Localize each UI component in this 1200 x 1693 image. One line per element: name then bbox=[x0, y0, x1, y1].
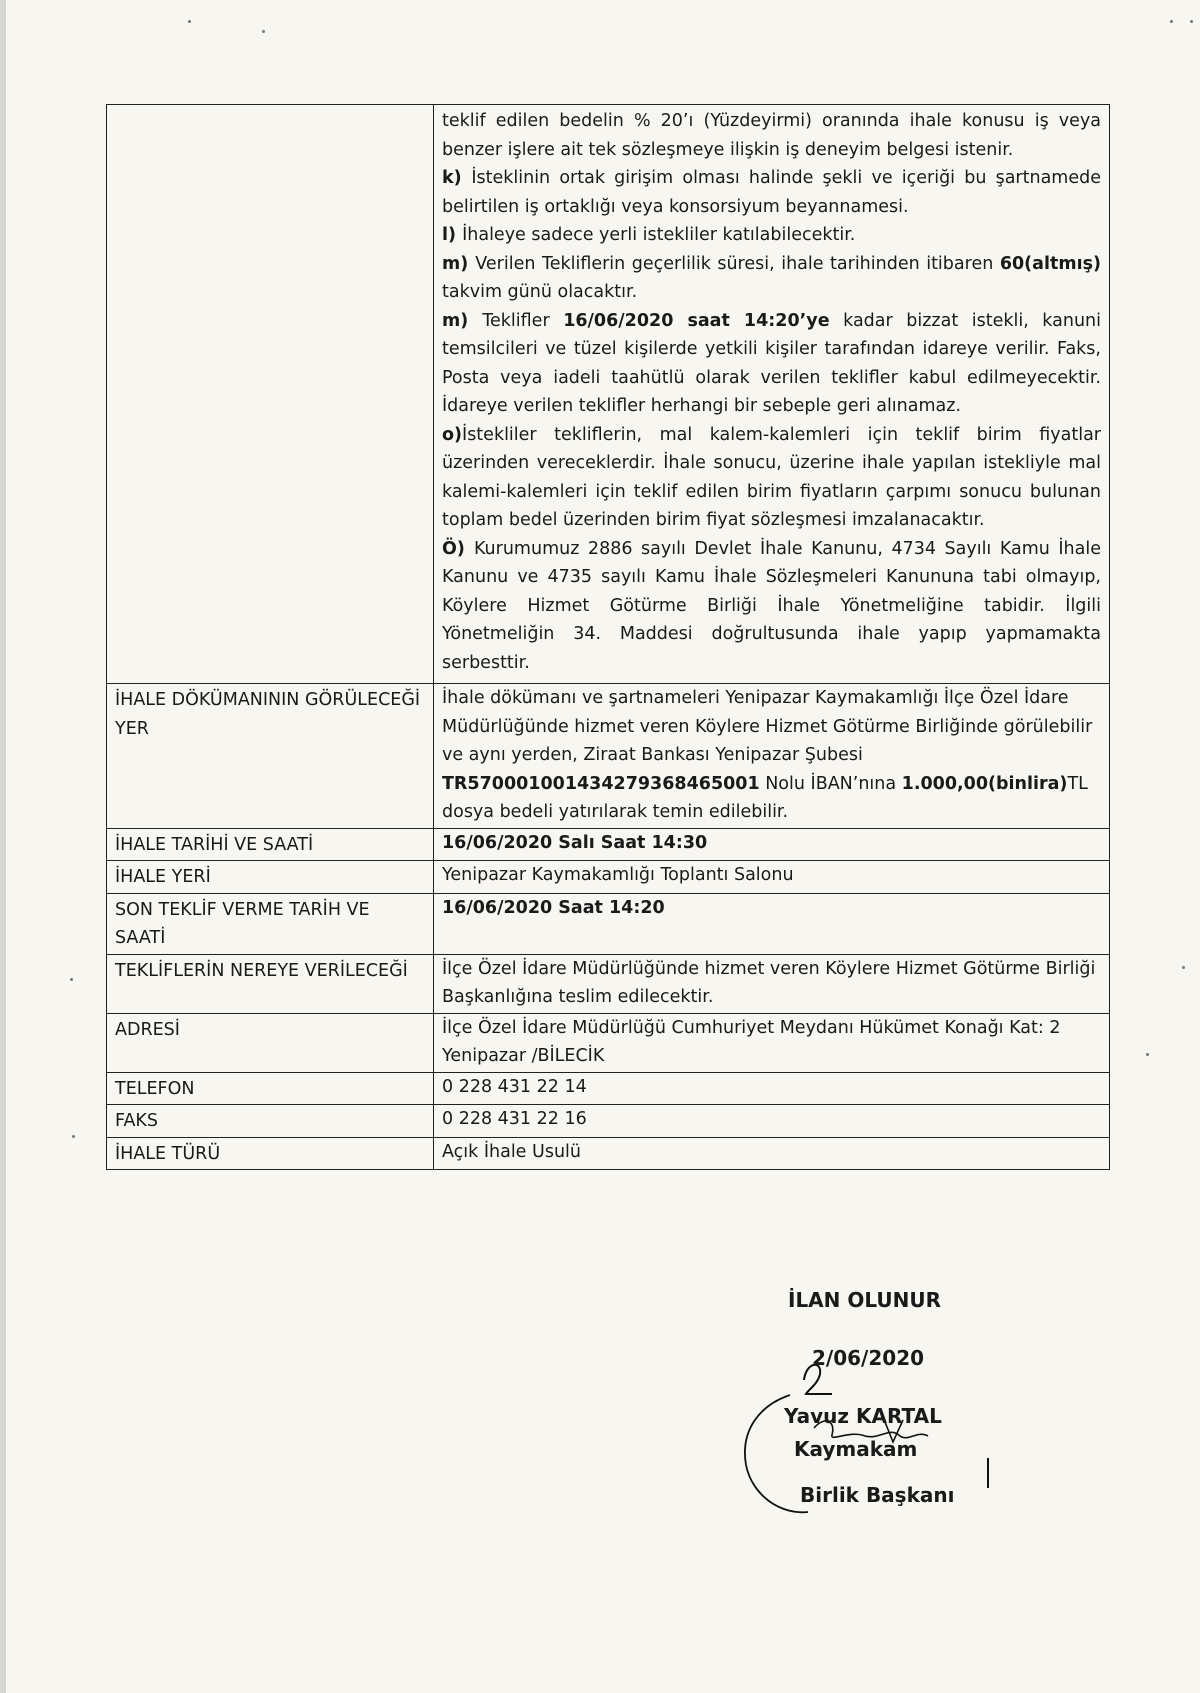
field-value bbox=[434, 954, 1110, 1013]
scan-speck bbox=[1190, 20, 1193, 23]
text-run: Nolu İBAN’nına bbox=[759, 773, 902, 794]
text-run: İlçe Özel İdare Müdürlüğü Cumhuriyet Meydanı Hükümet Konağı Kat: 2 Yenipazar /BİLECİK bbox=[442, 1017, 1061, 1066]
signatory-title: Kaymakam bbox=[794, 1437, 918, 1461]
tender-notice-table bbox=[106, 104, 1110, 1170]
bold-text-run: l) bbox=[442, 225, 463, 245]
conditions-cell bbox=[434, 105, 1110, 684]
bold-text-run: m) bbox=[442, 253, 476, 274]
scan-speck bbox=[1182, 966, 1185, 969]
condition-paragraph bbox=[442, 250, 1101, 307]
announcement-text: İLAN OLUNUR bbox=[788, 1288, 942, 1312]
condition-paragraph bbox=[442, 221, 1101, 250]
bold-text-run: 60(altmış) bbox=[999, 253, 1101, 274]
notice-row bbox=[107, 1137, 1110, 1170]
notice-row bbox=[107, 828, 1110, 861]
text-run: İhale dökümanı ve şartnameleri Yenipazar Kaymakamlığı İlçe Özel İdare Müdürlüğünde hizmet veren Köylere Hizmet Götürme Birliğinde görülebilir ve aynı yerden, Ziraat Bankası Yenipazar Şubesi bbox=[442, 688, 1093, 765]
bold-text-run: 16/06/2020 Saat 14:20 bbox=[442, 897, 665, 918]
bold-text-run: k) bbox=[442, 168, 472, 188]
text-run: TL dosya bedeli yatırılarak temin edilebilir. bbox=[442, 773, 1088, 822]
field-value bbox=[434, 1137, 1110, 1170]
text-run: 0 228 431 22 16 bbox=[442, 1109, 587, 1129]
text-run: takvim günü olacaktır. bbox=[442, 282, 638, 302]
field-value bbox=[434, 1072, 1110, 1105]
field-label: İHALE TÜRÜ bbox=[107, 1137, 434, 1170]
field-label: İHALE DÖKÜMANININ GÖRÜLECEĞİ YER bbox=[107, 684, 434, 829]
text-run: İlçe Özel İdare Müdürlüğünde hizmet veren Köylere Hizmet Götürme Birliği Başkanlığına teslim edilecektir. bbox=[442, 958, 1096, 1007]
signature-block bbox=[720, 1280, 1140, 1540]
bold-text-run: 1.000,00(binlira) bbox=[901, 773, 1068, 794]
field-label: İHALE TARİHİ VE SAATİ bbox=[107, 828, 434, 861]
tender-notice-body bbox=[107, 105, 1110, 1170]
scan-speck bbox=[1146, 1053, 1149, 1056]
signatory-title-2: Birlik Başkanı bbox=[800, 1483, 955, 1507]
bold-text-run: 16/06/2020 Salı Saat 14:30 bbox=[442, 832, 708, 853]
condition-paragraph bbox=[442, 164, 1101, 221]
signature-date: 2/06/2020 bbox=[812, 1346, 925, 1370]
condition-paragraph bbox=[442, 535, 1101, 678]
empty-label-cell bbox=[107, 105, 434, 684]
notice-row bbox=[107, 861, 1110, 894]
scan-speck bbox=[1170, 20, 1173, 23]
text-run: İhaleye sadece yerli istekliler katılabilecektir. bbox=[462, 225, 856, 245]
signatory-name: Yavuz KARTAL bbox=[784, 1404, 942, 1428]
condition-paragraph bbox=[442, 107, 1101, 164]
bold-text-run: m) bbox=[442, 310, 483, 331]
text-run: teklif edilen bedelin % 20’ı (Yüzdeyirmi) oranında ihale konusu iş veya benzer işlere ait tek sözleşmeye ilişkin iş deneyim belgesi istenir. bbox=[442, 111, 1101, 160]
text-run: Verilen Tekliflerin geçerlilik süresi, ihale tarihinden itibaren bbox=[475, 253, 1000, 274]
field-value bbox=[434, 1013, 1110, 1072]
scan-speck bbox=[72, 1135, 75, 1138]
field-label: TELEFON bbox=[107, 1072, 434, 1105]
field-label: ADRESİ bbox=[107, 1013, 434, 1072]
condition-paragraph bbox=[442, 307, 1101, 421]
field-value bbox=[434, 861, 1110, 894]
field-value bbox=[434, 684, 1110, 829]
field-label: FAKS bbox=[107, 1105, 434, 1138]
conditions-row bbox=[107, 105, 1110, 684]
notice-row bbox=[107, 684, 1110, 829]
field-value bbox=[434, 828, 1110, 861]
notice-row bbox=[107, 893, 1110, 954]
bold-text-run: TR570001001434279368465001 bbox=[442, 773, 760, 794]
field-label: İHALE YERİ bbox=[107, 861, 434, 894]
text-run: kadar bizzat istekli, kanuni temsilcileri ve tüzel kişilerde yetkili kişiler tarafından idareye verilir. Faks, Posta veya iadeli taahütlü olarak verilen teklifler kabul edilmeyecektir. İdareye verilen teklifler herhangi bir sebeple geri alınamaz. bbox=[442, 310, 1101, 416]
field-label: TEKLİFLERİN NEREYE VERİLECEĞİ bbox=[107, 954, 434, 1013]
notice-row bbox=[107, 954, 1110, 1013]
text-run: Kurumumuz 2886 sayılı Devlet İhale Kanunu, 4734 Sayılı Kamu İhale Kanunu ve 4735 sayılı Kamu İhale Sözleşmeleri Kanununa tabi olmayıp, Köylere Hizmet Götürme Birliği İhale Yönetmeliğine tabidir. İlgili Yönetmeliğin 34. Maddesi doğrultusunda ihale yapıp yapmamakta serbesttir. bbox=[442, 538, 1102, 673]
text-run: İstekliler tekliflerin, mal kalem-kalemleri için teklif birim fiyatlar üzerinden vereceklerdir. İhale sonucu, üzerine ihale yapılan istekliyle mal kalemi-kalemleri için teklif edilen birim fiyatların çarpımı sonucu bulunan toplam bedel üzerinden birim fiyat sözleşmesi imzalanacaktır. bbox=[442, 424, 1101, 530]
scan-speck bbox=[70, 978, 73, 981]
text-run: 0 228 431 22 14 bbox=[442, 1076, 587, 1097]
notice-row bbox=[107, 1013, 1110, 1072]
scan-speck bbox=[262, 30, 265, 33]
bold-text-run: 16/06/2020 saat 14:20’ye bbox=[563, 310, 830, 331]
condition-paragraph bbox=[442, 421, 1101, 535]
text-run: Yenipazar Kaymakamlığı Toplantı Salonu bbox=[442, 865, 794, 885]
notice-row bbox=[107, 1072, 1110, 1105]
field-label: SON TEKLİF VERME TARİH VE SAATİ bbox=[107, 893, 434, 954]
scan-speck bbox=[188, 20, 191, 23]
text-run: Teklifler bbox=[482, 310, 564, 331]
field-value bbox=[434, 1105, 1110, 1138]
bold-text-run: Ö) bbox=[442, 538, 474, 559]
field-value bbox=[434, 893, 1110, 954]
bold-text-run: o) bbox=[442, 424, 463, 445]
text-run: İsteklinin ortak girişim olması halinde şekli ve içeriği bu şartnamede belirtilen iş ortaklığı veya konsorsiyum beyannamesi. bbox=[442, 168, 1101, 217]
text-run: Açık İhale Usulü bbox=[442, 1141, 581, 1162]
scan-edge bbox=[0, 0, 6, 1693]
notice-row bbox=[107, 1105, 1110, 1138]
